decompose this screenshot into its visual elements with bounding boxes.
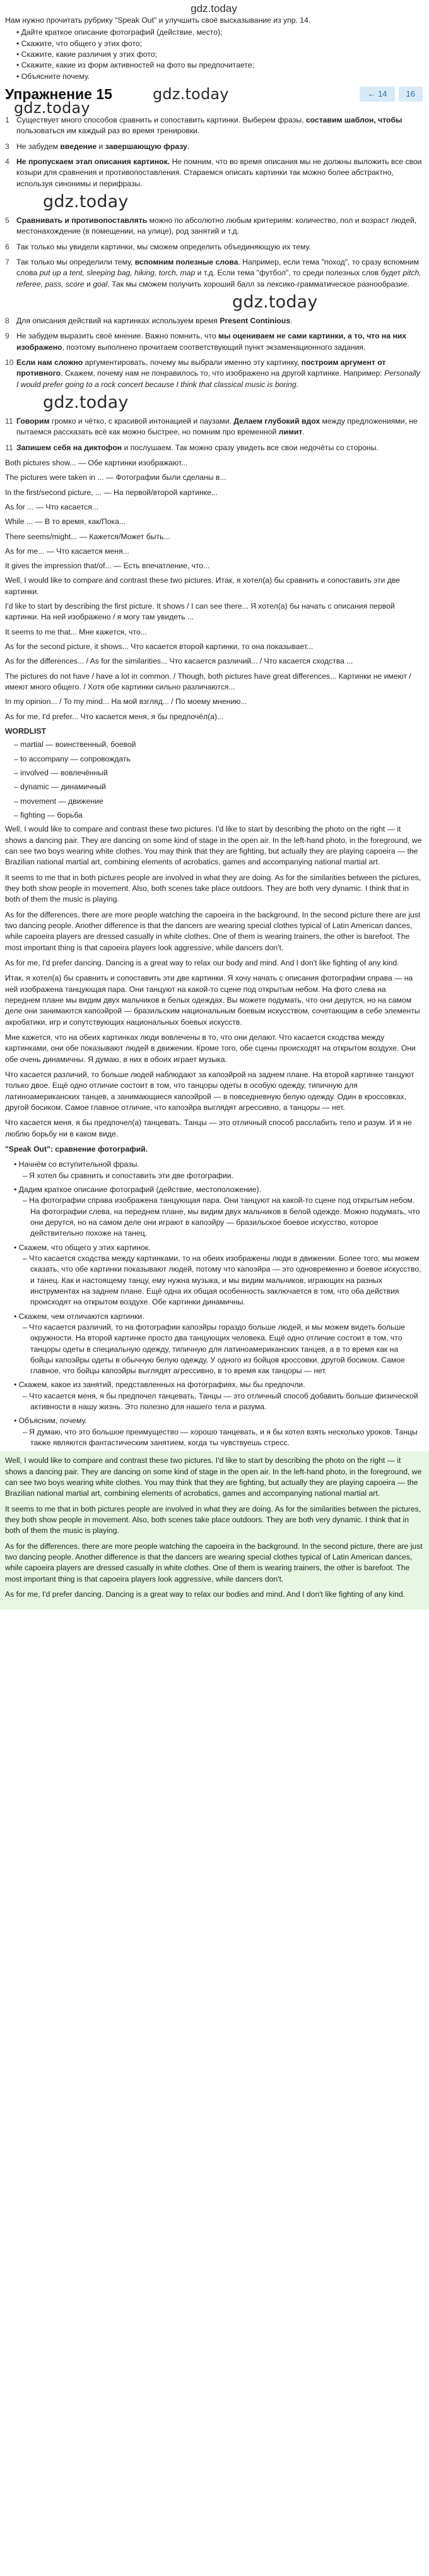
speak-out-question: Дадим краткое описание фотографий (действие, местоположение). — [18, 1184, 261, 1194]
speak-out-question: Скажем, чем отличаются картинки. — [18, 1311, 144, 1321]
tip-number: 8 — [5, 316, 9, 325]
intro-bullet: • Скажите, какие различия у этих фото; — [16, 49, 423, 60]
phrase-item: As for the second picture, it shows... Что касается второй картинки, то она показывает... — [5, 642, 314, 652]
speak-out-answer: – Что касается различий, то на фотографии капоэйры гораздо больше людей, и мы можем видеть больше окружности. На второй картинке просто два танцующих человека. Ещё одно отличие состоит в том, что танцоры одеты в специальную одежду, типичную для латиноамериканских танцев, а в то время как на бойцы капоэйры одеты в обычную белую одежду. У одного из бойцов кроссовки, другой босиком. Самое главное, что бойцы капоэйры выглядят агрессивно, в то время как танцоры — нет. — [30, 1322, 423, 1377]
tip-number: 10 — [5, 357, 14, 367]
watermark-row — [5, 191, 423, 215]
speak-out-answer: – На фотографии справа изображена танцующая пара. Они танцуют на какой-то сцене под открытым небом. На фотографии слева, на переднем плане, мы видим двух мальчиков в белой одежде. Можно подумать, что они дерутся, но на самом деле они играют в капоэйру — бразильское боевое искусство, которое действительно похоже на танец. — [30, 1195, 423, 1239]
answer-paragraph: It seems to me that in both pictures people are involved in what they are doing. As for the similarities between the pictures, they both show people in movement. Also, both scenes take place outdoors. They are both very dynamic. I think that in both of them the music is playing. — [5, 873, 421, 904]
intro-bullet: • Скажите, какие из форм активностей на фото вы предпочитаете; — [16, 60, 423, 71]
speak-out-step — [14, 1416, 423, 1448]
phrase-item: As for me, I'd prefer... Что касается меня, я бы предпочёл(а)... — [5, 712, 224, 721]
answer-paragraph: Well, I would like to compare and contrast these two pictures. I'd like to start by describing the photo on the right — it shows a dancing pair. They are dancing on some kind of stage in the open air. In the left-hand photo, in the foreground, we can see two boys wearing white clothes. You may think that they are fighting, but actually they are playing capoeira — the Brazilian national martial art, combining elements of acrobatics, games and accompanying national martial art. — [5, 825, 422, 867]
tip-text — [16, 157, 423, 189]
final-paragraph: As for me, I'd prefer dancing. Dancing is a great way to relax our bodies and mind. And I don't like fighting of any kind. — [5, 1590, 406, 1599]
final-paragraph: As for the differences, there are more people watching the capoeira in the background. In the second picture, there are just two dancing people. Another difference is that the dancers are wearing special clothes typical of Latin American dances, while capoeira players are dressed casually in white clothes. One of them is wearing trainers, the other is barefoot. The most important thing is that capoeira players look aggressive, while dancers don't. — [5, 1541, 423, 1583]
watermark: gdz.today — [43, 191, 129, 212]
tip-text — [16, 141, 423, 152]
tip-item — [5, 331, 423, 353]
tip-text-part: и — [97, 141, 105, 151]
tip-text-part: можно по абсолютно любым критериям: количество, пол и возраст людей, местонахождение (в помещении, на улице), род занятий и т.д. — [16, 215, 417, 236]
wordlist-item: – involved — вовлечённый — [14, 768, 423, 778]
tip-text-part: громко и чётко, с красивой интонацией и паузами. — [49, 416, 234, 426]
speak-out-list — [5, 1159, 423, 1448]
phrase-item: The pictures do not have / have a lot in common. / Though, both pictures have great differences... Картинки не имеют / имеют много общего. / Хотя обе картинки сильно различаются... — [5, 671, 411, 692]
exercise-title: Упражнение 15 — [5, 85, 112, 102]
speak-out-answer: – Я хотел бы сравнить и сопоставить эти две фотографии. — [30, 1171, 423, 1181]
tip-bold-text: построим аргумент от противного — [16, 357, 386, 378]
phrase-item: In my opinion... / To my mind... На мой взгляд... / По моему мнению... — [5, 697, 247, 707]
tip-bold-text: Запишем себя на диктофон — [16, 443, 122, 452]
phrase-item: There seems/might... — Кажется/Может быть... — [5, 532, 170, 541]
phrase-item: The pictures were taken in ... — Фотографии были сделаны в... — [5, 473, 226, 482]
tip-number: 6 — [5, 242, 9, 251]
answer-paragraph: Что касается меня, я бы предпочел(а) танцевать. Танцы — это отличный способ расслабить тело и разум. И я не люблю борьбу ни в каком виде. — [5, 1118, 412, 1138]
intro-bullets — [5, 27, 423, 82]
tip-number: 5 — [5, 215, 9, 225]
tip-text-part: пользоваться им каждый раз во время тренировки. — [16, 126, 200, 136]
answer-paragraph: As for the differences, there are more people watching the capoeira in the background. In the second picture there are just two dancing people. Another difference is that the dancers are wearing special clothes typical of Latin American dances, while capoeira players are dressed casually in white clothes. One of them is wearing trainers, the other is barefoot. The most important thing is that capoeira players look aggressive, while dancers don't. — [5, 910, 421, 952]
phrase-item: Both pictures show... — Обе картинки изображают... — [5, 458, 188, 467]
tip-text-part: . Так мы сможем получить хороший балл за лексико-грамматическое разнообразие. — [107, 279, 409, 289]
tip-bold-text: вспомним полезные слова — [134, 257, 238, 266]
tip-number: 9 — [5, 331, 9, 341]
tip-item — [5, 357, 423, 390]
tip-italic-text: pitch, referee, pass, score — [16, 268, 421, 289]
tip-text — [16, 316, 423, 326]
watermark: gdz.today — [232, 292, 318, 312]
tip-bold-text: Делаем глубокий вдох — [233, 416, 320, 426]
speak-out-answer: – Я думаю, что это большое преимущество — хорошо танцевать, и я бы хотел взять несколько уроков. Танцы также являются фантастическим занятием, когда ты чувствуешь стресс. — [30, 1427, 423, 1449]
final-paragraph: Well, I would like to compare and contrast these two pictures. I'd like to start by describing the photo on the right — it shows a dancing pair. They are dancing on some kind of stage in the open air. In the left-hand photo, in the foreground, we can see two boys wearing white clothes. You may think that they are fighting, but actually they are playing capoeira — the Brazilian national martial art, combining elements of acrobatics, games and accompanying national martial art. — [5, 1456, 422, 1498]
tip-item — [5, 215, 423, 237]
speak-out-question: Начнём со вступительной фразы. — [18, 1160, 139, 1169]
phrase-item: In the first/second picture, ... — На первой/второй картинке... — [5, 487, 218, 497]
tip-text-part: . Скажем, почему нам не понравилось то, что изображено на другой картинке. Например: — [61, 369, 385, 378]
tip-bold-text: составим шаблон, чтобы — [305, 115, 403, 124]
speak-out-answers — [14, 1391, 423, 1413]
speak-out-question: Объясним, почему. — [18, 1416, 87, 1426]
answer-russian — [5, 973, 423, 1140]
phrase-item: As for the differences... / As for the similarities... Что касается различий... / Что касается сходства ... — [5, 657, 353, 666]
answer-english — [5, 824, 423, 969]
phrase-item: I'd like to start by describing the first picture. It shows / I can see there... Я хотел(а) бы начать с описания первой картинки. На ней изображено / я могу там увидеть ... — [5, 602, 395, 622]
watermark: gdz.today — [14, 98, 90, 117]
tip-text — [16, 357, 423, 390]
phrase-item: It gives the impression that/of... — Есть впечатление, что... — [5, 561, 210, 571]
tip-item — [5, 242, 423, 253]
phrase-item: As for me... — Что касается меня... — [5, 546, 129, 556]
tip-number: 11 — [5, 416, 13, 426]
tip-item — [5, 443, 423, 453]
tip-text — [16, 416, 423, 438]
tip-bold-text: Не пропускаем этап описания картинок. — [16, 157, 170, 166]
watermark-row — [5, 392, 423, 416]
wordlist — [5, 739, 423, 821]
tip-text-part: и — [84, 279, 93, 289]
speak-out-steps — [5, 1159, 423, 1448]
tip-bold-text: лимит — [278, 427, 303, 437]
speak-out-question: Скажем, какое из занятий, представленных на фотографиях, мы бы предпочли. — [18, 1380, 305, 1390]
wordlist-item: – movement — движение — [14, 796, 423, 807]
tip-text — [16, 443, 423, 453]
tip-number: 3 — [5, 141, 9, 151]
tip-bold-text: Если нам сложно — [16, 357, 83, 367]
watermark-row — [5, 294, 423, 316]
tip-text-part: и т.д. Если тема "футбол", то среди полезных слов будет — [195, 268, 403, 278]
tip-text-part: . — [187, 141, 190, 151]
tip-item — [5, 157, 423, 189]
wordlist-item: – dynamic — динамичный — [14, 782, 423, 792]
speak-out-step — [14, 1184, 423, 1239]
next-exercise-button[interactable]: 16 — [399, 86, 423, 102]
tip-bold-text: Говорим — [16, 416, 50, 426]
tip-number: 1 — [5, 115, 9, 124]
intro-bullet: • Дайте краткое описание фотографий (действие, место); — [16, 27, 423, 38]
wordlist-item: – martial — воинственный, боевой — [14, 739, 423, 750]
phrase-item: Well, I would like to compare and contrast these two pictures. Итак, я хотел(а) бы сравнить и сопоставить эти две картинки. — [5, 576, 401, 596]
speak-out-question: Скажем, что общего у этих картинок. — [18, 1243, 151, 1252]
tips-list — [5, 115, 423, 453]
answer-paragraph: Мне кажется, что на обеих картинках люди вовлечены в то, что они делают. Что касается сходства между картинками, они обе показывают людей в движении. Кроме того, обе сцены происходят на открытом воздухе. Они обе очень динамичны. Я думаю, в них в обоих играет музыка. — [5, 1032, 416, 1064]
tip-text-part: Не забудем — [16, 141, 61, 151]
tip-italic-text: put up a tent, sleeping bag, hiking, torch, map — [39, 268, 196, 278]
speak-out-answers — [14, 1427, 423, 1449]
speak-out-answers — [14, 1322, 423, 1377]
watermark: gdz.today — [152, 85, 229, 103]
tip-text — [16, 215, 423, 237]
tip-italic-text: goal — [93, 279, 108, 289]
wordlist-title: WORDLIST — [5, 727, 46, 736]
tip-text-part: Не помним, что во время описания мы не должны выложить все свои козыри для сравнения и противопоставления. Стараемся описать картинки так можно более абстрактно, используя синонимы и перифразы. — [16, 157, 422, 188]
tip-item — [5, 416, 423, 438]
speak-out-answers — [14, 1253, 423, 1308]
final-paragraph: It seems to me that in both pictures people are involved in what they are doing. As for the similarities between the pictures, they both show people in movement. Also, both scenes take place outdoors. They are both very dynamic. I think that in both of them the music is playing. — [5, 1504, 421, 1535]
intro-bullet: • Объясните почему. — [16, 71, 423, 82]
tip-text-part: . — [290, 316, 293, 325]
tip-text — [16, 242, 423, 253]
answer-paragraph: Что касается различий, то больше людей наблюдают за капоэйрой на заднем плане. На второй картинке танцуют только двое. Ещё одно отличие состоит в том, что танцоры одеты в особую одежду, типичную для латиноамериканских танцев, а занимающиеся капоэйрой — в повседневную белую одежду. Один в кроссовках, другой босиком. Самое главное отличие, что капоэйра выглядят агрессивно, а танцоры — нет. — [5, 1070, 414, 1112]
tip-bold-text: завершающую фразу — [105, 141, 187, 151]
tip-text-part: аргументировать, почему мы выбрали именно эту картинку, — [83, 357, 302, 367]
speak-out-title: "Speak Out": сравнение фотографий. — [5, 1144, 148, 1154]
tip-bold-text: мы оцениваем не сами картинки, а то, что на них изображено — [16, 331, 407, 352]
tip-bold-text: Present Continious — [220, 316, 291, 325]
tip-number: 7 — [5, 257, 9, 266]
speak-out-step — [14, 1243, 423, 1308]
speak-out-answer: – Что касается меня, я бы предпочел танцевать. Танцы — это отличный способ добавить больше физической активности в нашу жизнь. Это полезно для нашего тела и разума. — [30, 1391, 423, 1413]
site-logo[interactable]: gdz.today — [191, 3, 237, 15]
tip-text-part: Так только мы увидели картинки, мы сможем определить объединяющую их тему. — [16, 242, 311, 251]
tip-text-part: между предложениями, не пытаемся рассказать всё как можно быстрее, но помним про временной — [16, 416, 418, 437]
speak-out-answers — [14, 1171, 423, 1181]
watermark-row — [5, 98, 423, 117]
tip-item — [5, 257, 423, 290]
intro-bullet: • Скажите, что общего у этих фото; — [16, 39, 423, 49]
wordlist-item: – fighting — борьба — [14, 810, 423, 821]
speak-out-step — [14, 1159, 423, 1181]
tip-text-part: Для описания действий на картинках используем время — [16, 316, 220, 325]
tip-item — [5, 141, 423, 152]
tip-text — [16, 331, 423, 353]
phrase-item: While ... — В то время, как/Пока... — [5, 517, 126, 527]
answer-paragraph: As for me, I'd prefer dancing. Dancing is a great way to relax our body and mind. And I don't like fighting of any kind. — [5, 958, 399, 967]
tip-number: 4 — [5, 157, 9, 166]
tip-text-part: Так только мы определили тему, — [16, 257, 135, 266]
tip-italic-text: Personally I would prefer going to a rock concert because I think that classical music is boring. — [16, 369, 420, 389]
intro-text: Нам нужно прочитать рубрику "Speak Out" и улучшить своё высказывание из упр. 14. — [5, 16, 311, 25]
tip-bold-text: Сравнивать и противопоставлять — [16, 215, 148, 225]
tip-item — [5, 316, 423, 326]
tip-text-part: , поэтому выполнено прочитаем соответствующий пункт экзаменационного задания. — [62, 342, 366, 352]
speak-out-step — [14, 1380, 423, 1412]
tip-text-part: . — [302, 427, 305, 437]
exercise-nav — [360, 86, 423, 102]
prev-exercise-button[interactable]: ← 14 — [360, 86, 394, 102]
speak-out-answer: – Что касается сходства между картинками, то на обеих изображены люди в движении. Более того, мы можем сказать, что обе картинки показывают людей, потому что капоэйра — это одновременно и боевое искусство, и танец. Как и настоящему танцу, ему нужна музыка, и мы видим мальчиков, играющих на разных инструментах на заднем плане. Ещё одна их общая особенность заключается в том, что оба действия происходят на открытом воздухе. Обе картинки динамичны. — [30, 1253, 423, 1308]
speak-out-answers — [14, 1195, 423, 1239]
answer-paragraph: Итак, я хотел(а) бы сравнить и сопоставить эти две картинки. Я хочу начать с описания фотографии справа — на ней изображена танцующая пара. Они танцуют на какой-то сцене под открытым небом. На фото слева на переднем плане мы видим двух мальчиков в белых одеждах. Вы можете подумать, что они дерутся, но на самом деле они занимаются капоэйрой — бразильским национальным боевым искусством, сочетающим в себе элементы акробатики, игр и сопутствующих национальных боевых искусств. — [5, 974, 420, 1027]
phrase-item: It seems to me that... Мне кажется, что... — [5, 627, 147, 636]
tip-text-part: Не забудем выразить своё мнение. Важно помнить, что — [16, 331, 219, 341]
phrases-list — [5, 458, 423, 722]
tip-text-part: . Например, если тема "поход", то сразу вспомним слова — [16, 257, 419, 278]
watermark: gdz.today — [43, 392, 129, 412]
tip-text — [16, 257, 423, 290]
final-answer-box — [0, 1452, 429, 1609]
tip-bold-text: введение — [60, 141, 97, 151]
tip-text-part: Существует много способов сравнить и сопоставить картинки. Выберем фразы, — [16, 115, 306, 124]
wordlist-item: – to accompany — сопровождать — [14, 754, 423, 765]
tip-text-part: и послушаем. Так можно сразу увидеть все свои недочёты со стороны. — [122, 443, 379, 452]
phrase-item: As for ... — Что касается... — [5, 502, 98, 511]
speak-out-step — [14, 1311, 423, 1377]
tip-number: 11 — [5, 443, 13, 452]
